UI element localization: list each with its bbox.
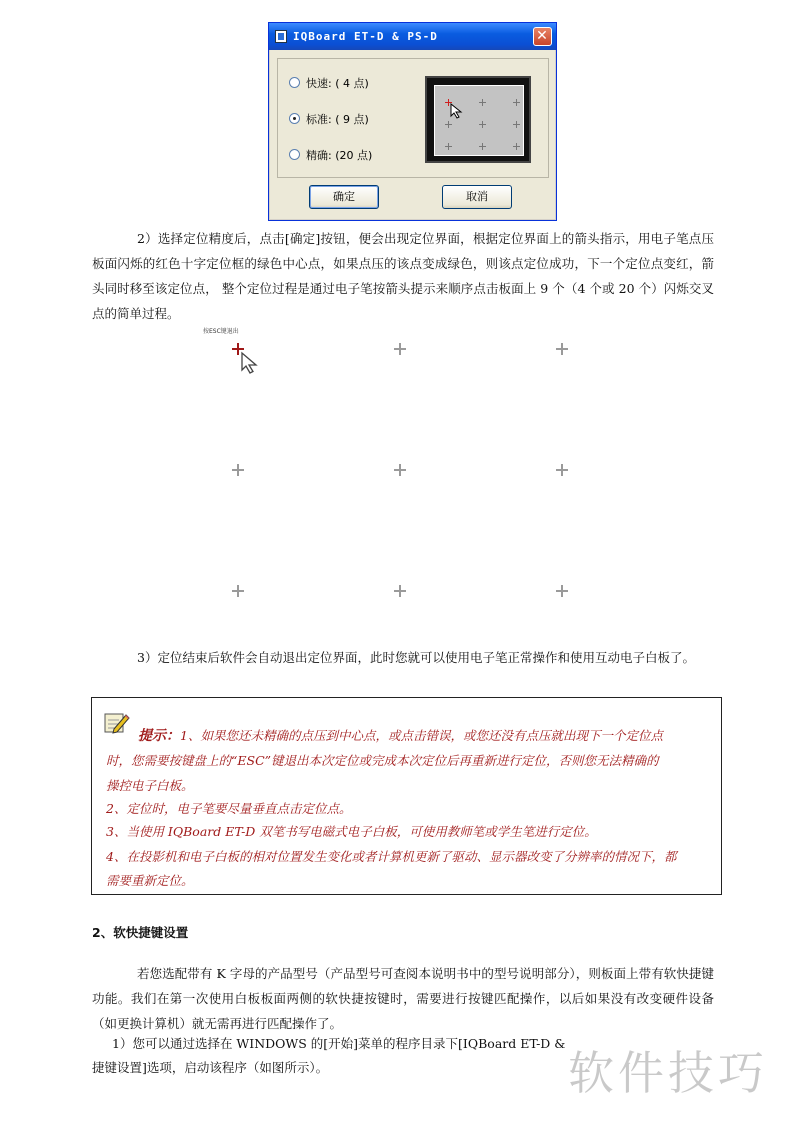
preview-cross — [513, 143, 520, 150]
radio-fast-label: 快速: ( 4 点) — [306, 77, 369, 90]
preview-cross — [479, 143, 486, 150]
esc-hint: 按ESC键退出 — [203, 328, 239, 335]
calibration-point[interactable] — [394, 343, 406, 355]
section-heading: 2、软快捷键设置 — [92, 925, 189, 940]
tip-line-7: 需要重新定位。 — [106, 873, 194, 888]
step3-paragraph: 3）定位结束后软件会自动退出定位界面，此时您就可以使用电子笔正常操作和使用互动电子白板了。 — [137, 650, 695, 665]
tip-line-5: 3、当使用 IQBoard ET-D 双笔书写电磁式电子白板，可使用教师笔或学生笔进行定位。 — [106, 824, 597, 839]
tip-box — [91, 697, 722, 895]
radio-precise-label: 精确: (20 点) — [306, 149, 373, 162]
radio-precise-button[interactable] — [289, 149, 300, 160]
radio-standard-button[interactable] — [289, 113, 300, 124]
close-icon[interactable]: ✕ — [533, 27, 552, 46]
pencil-note-icon — [104, 711, 130, 735]
cursor-arrow-icon — [450, 103, 464, 119]
tip-line-4: 2、定位时，电子笔要尽量垂直点击定位点。 — [106, 801, 352, 816]
preview-cross — [445, 143, 452, 150]
tip-label: 提示： — [138, 728, 180, 744]
calibration-point[interactable] — [394, 585, 406, 597]
radio-standard-label: 标准: ( 9 点) — [306, 113, 369, 126]
cursor-arrow-icon — [240, 351, 264, 375]
cancel-button[interactable]: 取消 — [442, 185, 512, 209]
calibration-point[interactable] — [394, 464, 406, 476]
dialog-title: IQBoard ET-D & PS-D — [293, 30, 438, 43]
tip-line-2: 时，您需要按键盘上的“ESC”键退出本次定位或完成本次定位后再重新进行定位，否则您无法精确的 — [106, 753, 659, 768]
section-paragraph-1: 若您选配带有 K 字母的产品型号（产品型号可查阅本说明书中的型号说明部分），则板面上带有软快捷键功能。我们在第一次使用白板板面两侧的软快捷按键时，需要进行按键匹配操作，以后如果没有改变硬件设备（如更换计算机）就无需再进行匹配操作了。 — [92, 966, 714, 1031]
preview-cross — [513, 99, 520, 106]
step2-paragraph: 2）选择定位精度后，点击[确定]按钮，便会出现定位界面，根据定位界面上的箭头指示，用电子笔点压板面闪烁的红色十字定位框的绿色中心点，如果点压的该点变成绿色，则该点定位成功，下一个定位点变红，箭头同时移至该定位点， 整个定位过程是通过电子笔按箭头提示来顺序点击板面上 9 个（4 个或 20 个）闪烁交叉点的简单过程。 — [92, 231, 714, 321]
calibration-point[interactable] — [556, 343, 568, 355]
preview-screen — [434, 85, 524, 156]
tip-line-6: 4、在投影机和电子白板的相对位置发生变化或者计算机更新了驱动、显示器改变了分辨率的情况下，都 — [106, 849, 677, 864]
calibration-dialog — [268, 22, 557, 221]
preview-cross — [479, 99, 486, 106]
preview-cross — [445, 121, 452, 128]
calibration-point[interactable] — [556, 464, 568, 476]
preview-cross — [479, 121, 486, 128]
preview-cross — [513, 121, 520, 128]
calibration-preview — [425, 76, 531, 163]
ok-button[interactable]: 确定 — [309, 185, 379, 209]
dialog-titlebar[interactable] — [269, 23, 556, 50]
section-paragraph-2-line-2: 捷键设置]选项，启动该程序（如图所示）。 — [92, 1060, 329, 1075]
calibration-point[interactable] — [556, 585, 568, 597]
radio-fast-button[interactable] — [289, 77, 300, 88]
calibration-point[interactable] — [232, 585, 244, 597]
watermark: 软件技巧 — [568, 1046, 768, 1100]
app-icon — [275, 30, 287, 43]
section-paragraph-2-line-1: 1）您可以通过选择在 WINDOWS 的[开始]菜单的程序目录下[IQBoard ET-D & — [112, 1036, 566, 1051]
calibration-point[interactable] — [232, 464, 244, 476]
tip-line-1: 提示：1、如果您还未精确的点压到中心点，或点击错误，或您还没有点压就出现下一个定位点 — [138, 728, 663, 744]
tip-line-3: 操控电子白板。 — [106, 778, 194, 793]
